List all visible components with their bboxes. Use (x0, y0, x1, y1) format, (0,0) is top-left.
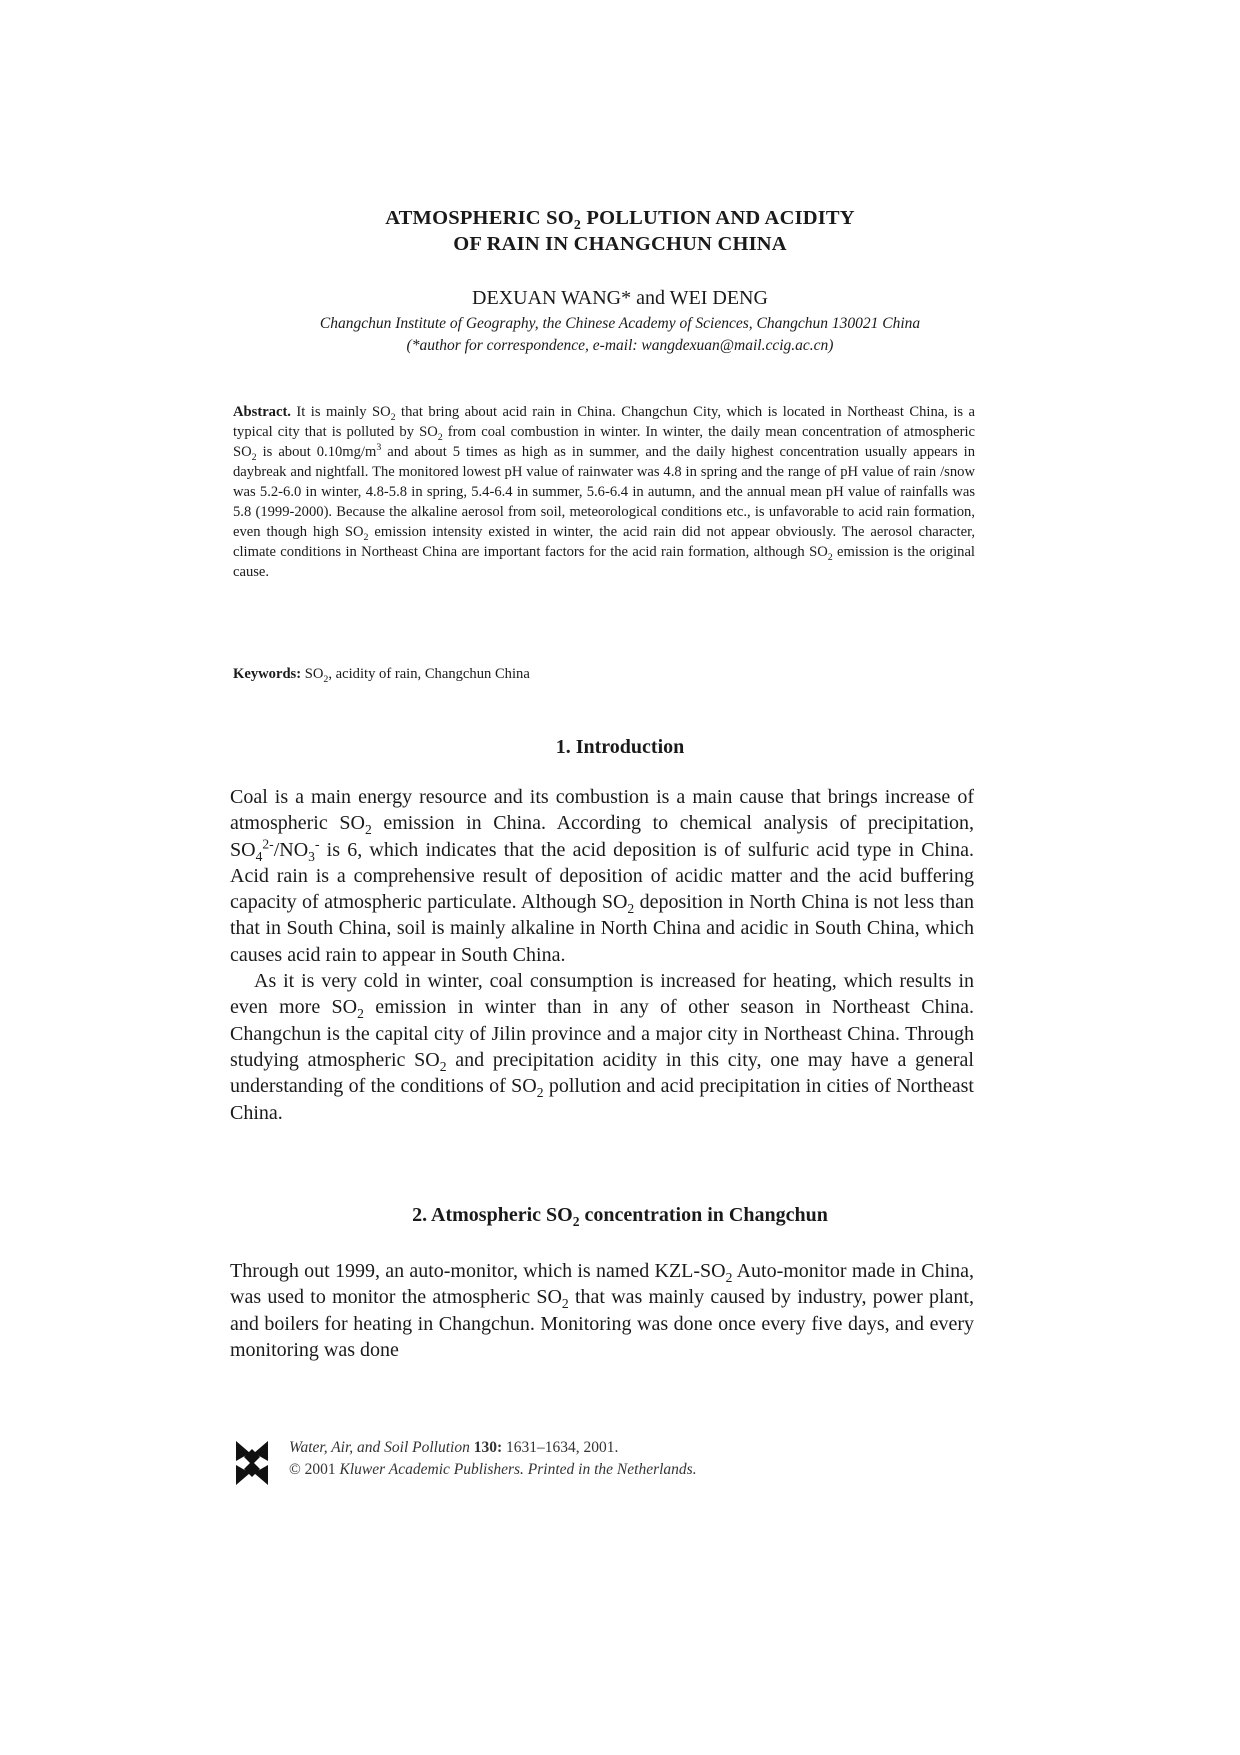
abstract-label: Abstract. (233, 404, 291, 420)
introduction-body (230, 784, 974, 1126)
publisher-logo-icon (232, 1439, 272, 1487)
affiliation (200, 313, 1040, 357)
publication-footer (232, 1437, 852, 1497)
section-heading-introduction: 1. Introduction (555, 736, 685, 758)
paragraph: As it is very cold in winter, coal consumption is increased for heating, which results in even more $SO_2$ emission in winter than in any of other season in Northeast China. Changchun is the capital city of Jilin province and a major city in Northeast China. Through studying atmospheric $SO_2$ and precipitation acidity in this city, one may have a general understanding of the conditions of $SO_2$ pollution and acid precipitation in cities of Northeast China. (230, 970, 974, 1124)
paragraph: Coal is a main energy resource and its combustion is a main cause that brings increase of atmospheric $SO_2$ emission in China. According to chemical analysis of precipitation, $SO_4^{2-}/NO_3^-$ is 6, which indicates that the acid deposition is of sulfuric acid type in China. Acid rain is a comprehensive result of deposition of acidic matter and the acid buffering capacity of atmospheric particulate. Although $SO_2$ deposition in North China is not less than that in South China, soil is mainly alkaline in North China and acidic in South China, which causes acid rain to appear in South China. (230, 786, 975, 966)
correspondence-line: (*author for correspondence, e-mail: wangdexuan@mail.ccig.ac.cn) (406, 337, 834, 354)
citation-line: Water, Air, and Soil Pollution 130: 1631–1634, 2001. (289, 1439, 619, 1456)
section-heading-so2-concentration: 2. Atmospheric $SO_2$ concentration in Changchun (412, 1204, 828, 1229)
keywords: Keywords: $SO_2$, acidity of rain, Changchun China (233, 666, 530, 685)
section2-body (230, 1258, 974, 1363)
author-list: DEXUAN WANG* and WEI DENG (472, 287, 768, 309)
copyright-line: © 2001 Kluwer Academic Publishers. Printed in the Netherlands. (289, 1461, 697, 1478)
paper-title: ATMOSPHERIC $SO_2$ POLLUTION AND ACIDITY OF RAIN IN CHANGCHUN CHINA (385, 207, 855, 255)
affiliation-line: Changchun Institute of Geography, the Chinese Academy of Sciences, Changchun 130021 China (319, 315, 921, 332)
citation-block (289, 1437, 697, 1481)
abstract: Abstract. It is mainly $SO_2$ that bring about acid rain in China. Changchun City, which is located in Northeast China, is a typical city that is polluted by $SO_2$ from coal combustion in winter. In winter, the daily mean concentration of atmospheric $SO_2$ is about $0.10mg/m^3$ and about 5 times as high as in summer, and the daily highest concentration usually appears in daybreak and nightfall. The monitored lowest pH value of rainwater was 4.8 in spring and the range of pH value of rain /snow was 5.2-6.0 in winter, 4.8-5.8 in spring, 5.4-6.4 in summer, 5.6-6.4 in autumn, and the annual mean pH value of rainfalls was 5.8 (1999-2000). Because the alkaline aerosol from soil, meteorological conditions etc., is unfavorable to acid rain formation, even though high $SO_2$ emission intensity existed in winter, the acid rain did not appear obviously. The aerosol character, climate conditions in Northeast China are important factors for the acid rain formation, although $SO_2$ emission is the original cause. (233, 404, 975, 580)
keywords-label: Keywords: (233, 666, 302, 682)
paragraph: Through out 1999, an auto-monitor, which is named KZL-$SO_2$ Auto-monitor made in China, was used to monitor the atmospheric $SO_2$ that was mainly caused by industry, power plant, and boilers for heating in Changchun. Monitoring was done once every five days, and every monitoring was done (230, 1260, 974, 1361)
